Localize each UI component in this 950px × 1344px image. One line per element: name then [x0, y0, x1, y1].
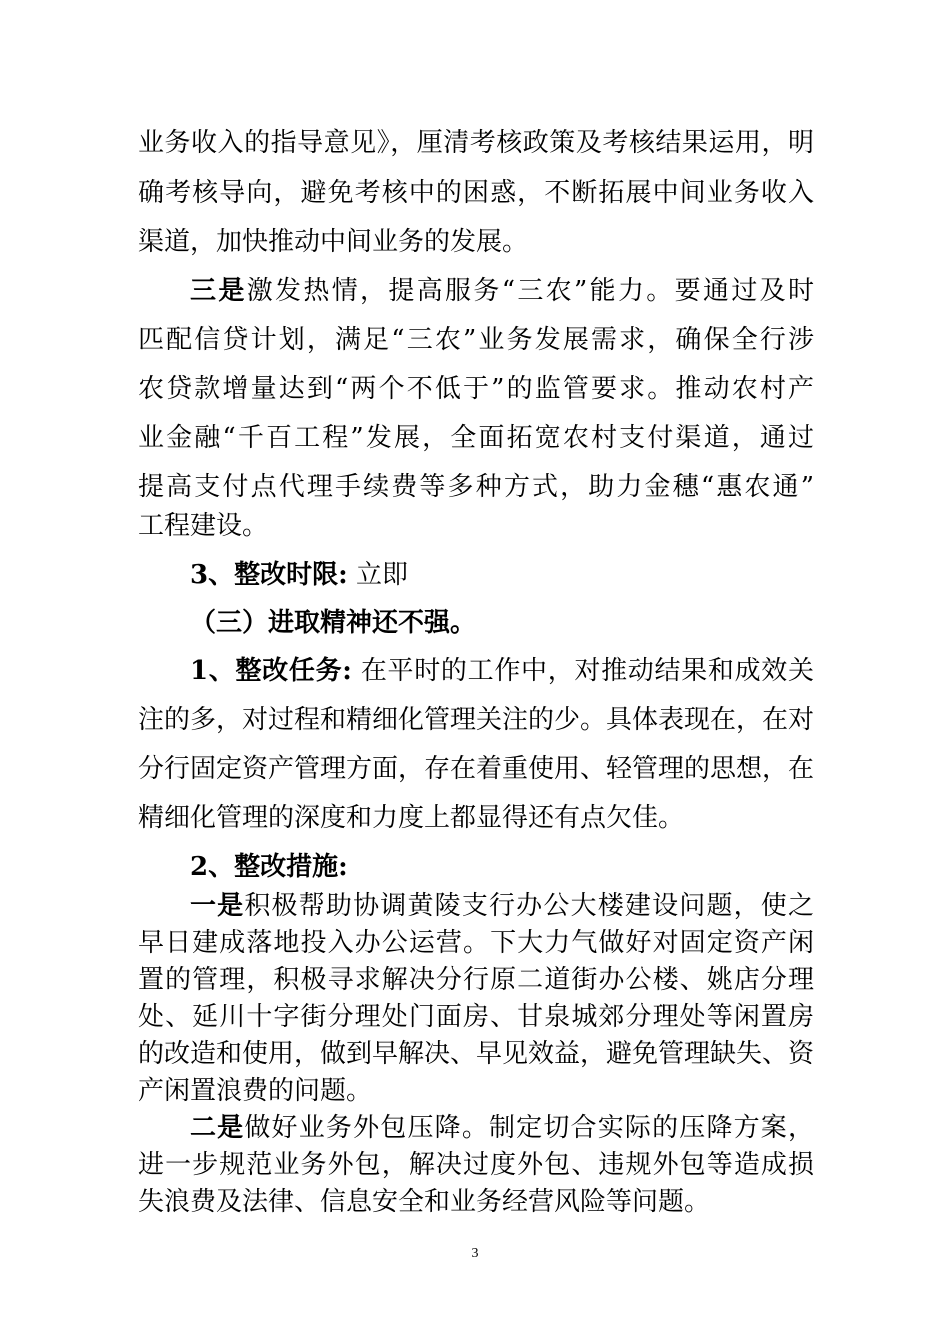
line-text: 激发热情，提高服务“三农”能力。要通过及时 — [246, 276, 814, 306]
text-line — [190, 274, 814, 308]
text-line — [138, 470, 814, 504]
page-number: 3 — [471, 1246, 479, 1261]
text-line — [138, 421, 814, 455]
bold-lead: （三）进取精神还不强。 — [190, 608, 477, 638]
bold-lead: 2、整改措施: — [190, 852, 348, 882]
text-line — [138, 703, 814, 737]
text-line — [138, 1148, 814, 1182]
text-line — [138, 323, 814, 357]
bold-lead: 二是 — [190, 1113, 245, 1143]
line-text: 分行固定资产管理方面，存在着重使用、轻管理的思想，在 — [138, 754, 814, 784]
line-text: 在平时的工作中，对推动结果和成效关 — [351, 656, 814, 686]
line-text: 农贷款增量达到“两个不低于”的监管要求。推动农村产 — [138, 374, 814, 404]
line-text: 的改造和使用，做到早解决、早见效益，避免管理缺失、资 — [138, 1039, 814, 1069]
line-text: 匹配信贷计划，满足“三农”业务发展需求，确保全行涉 — [138, 325, 814, 355]
line-text: 早日建成落地投入办公运营。下大力气做好对固定资产闲 — [138, 928, 814, 958]
line-text: 进一步规范业务外包，解决过度外包、违规外包等造成损 — [138, 1150, 814, 1180]
text-line — [138, 1185, 814, 1219]
line-text: 做好业务外包压降。制定切合实际的压降方案， — [244, 1113, 814, 1143]
text-line — [138, 176, 814, 210]
bold-lead: 1、整改任务: — [190, 656, 352, 686]
text-line — [138, 963, 814, 997]
text-line — [190, 606, 814, 640]
text-line — [138, 372, 814, 406]
line-text: 置的管理，积极寻求解决分行原二道街办公楼、姚店分理 — [138, 965, 814, 995]
line-text: 提高支付点代理手续费等多种方式，助力金穗“惠农通” — [138, 472, 814, 502]
text-line — [138, 926, 814, 960]
text-line — [138, 1074, 814, 1108]
text-line — [190, 850, 814, 884]
line-text: 积极帮助协调黄陵支行办公大楼建设问题，使之 — [244, 891, 814, 921]
line-text: 注的多，对过程和精细化管理关注的少。具体表现在，在对 — [138, 705, 814, 735]
text-line — [138, 126, 814, 160]
text-line — [138, 225, 814, 259]
bold-lead: 3、整改时限: — [190, 560, 348, 590]
line-text: 确考核导向，避免考核中的困惑，不断拓展中间业务收入 — [138, 178, 814, 208]
text-line — [190, 889, 814, 923]
line-text: 渠道，加快推动中间业务的发展。 — [138, 227, 529, 257]
line-text: 产闲置浪费的问题。 — [138, 1076, 373, 1106]
line-text: 精细化管理的深度和力度上都显得还有点欠佳。 — [138, 803, 685, 833]
text-line — [138, 1000, 814, 1034]
bold-lead: 一是 — [190, 891, 245, 921]
bold-lead: 三是 — [190, 276, 247, 306]
text-line — [138, 509, 814, 543]
line-text: 工程建设。 — [138, 511, 269, 541]
text-line — [190, 558, 814, 592]
line-text: 业务收入的指导意见》，厘清考核政策及考核结果运用，明 — [138, 128, 814, 158]
text-line — [138, 801, 814, 835]
text-line — [190, 1111, 814, 1145]
line-text: 立即 — [347, 560, 408, 590]
text-line — [190, 654, 814, 688]
line-text: 业金融“千百工程”发展，全面拓宽农村支付渠道，通过 — [138, 423, 814, 453]
line-text: 处、延川十字街分理处门面房、甘泉城郊分理处等闲置房 — [138, 1002, 814, 1032]
line-text: 失浪费及法律、信息安全和业务经营风险等问题。 — [138, 1187, 711, 1217]
text-line — [138, 1037, 814, 1071]
text-line — [138, 752, 814, 786]
